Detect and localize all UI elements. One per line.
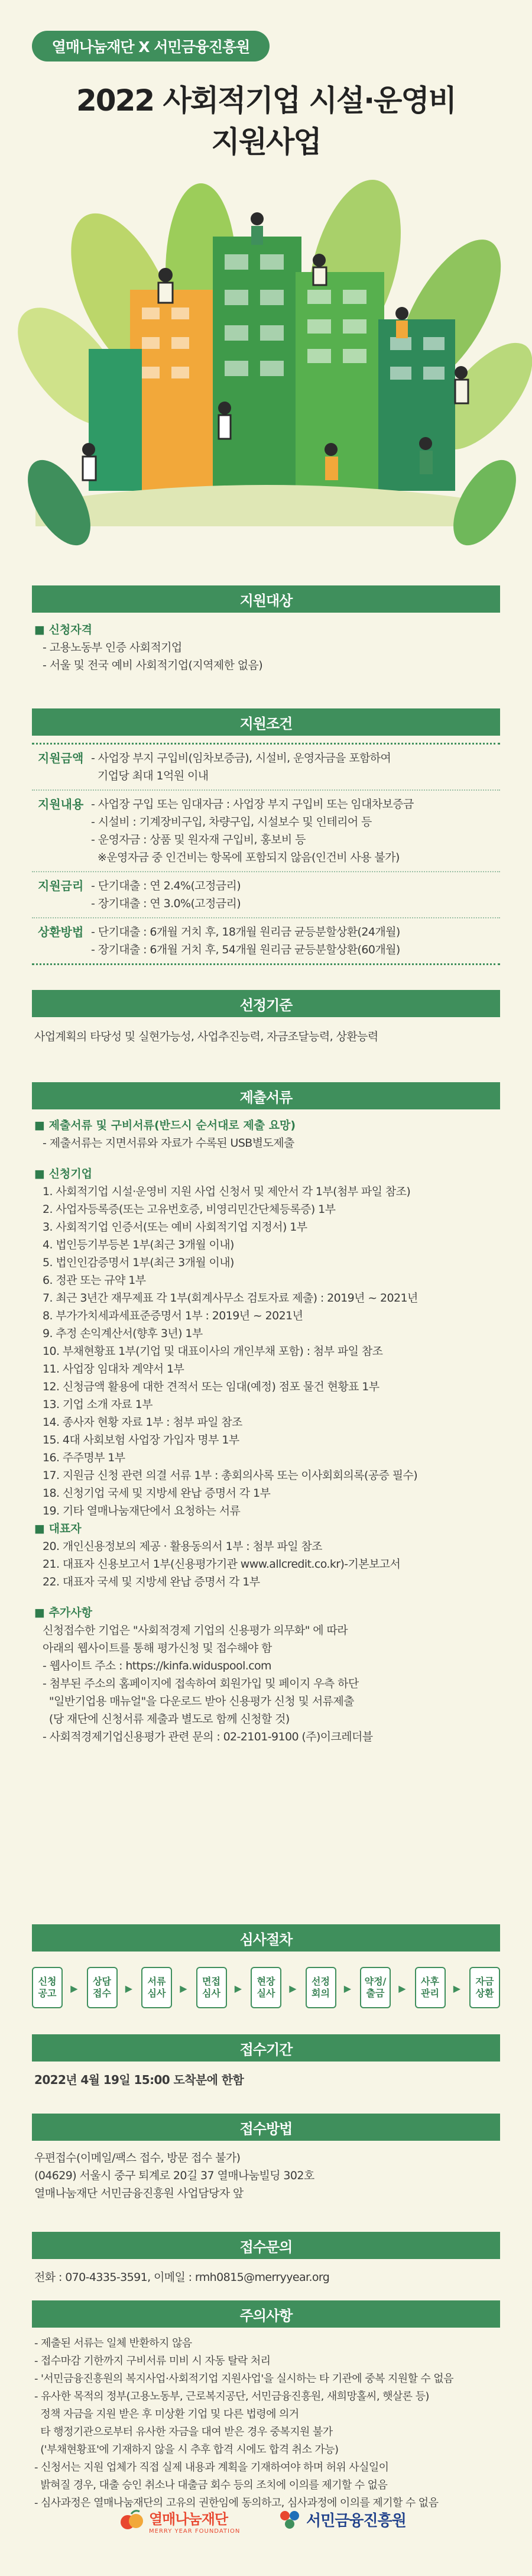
process-step: 신청 공고	[32, 1967, 63, 2008]
process-step: 약정/ 출금	[360, 1967, 391, 2008]
page-title-line2: 지원사업	[211, 125, 321, 159]
process-step: 상담 접수	[87, 1967, 118, 2008]
arrow-right-icon: ▶	[453, 1983, 461, 1994]
section-period	[32, 2034, 500, 2089]
logo-merryyear: 열매나눔재단 MERRY YEAR FOUNDATION	[118, 2507, 240, 2535]
section-documents	[32, 1082, 500, 1746]
section-contact	[32, 2232, 500, 2286]
list-item: 19. 기타 열매나눔재단에서 요청하는 서류	[43, 1504, 241, 1517]
criteria-text: 사업계획의 타당성 및 실현가능성, 사업추진능력, 자금조달능력, 상환능력	[34, 1030, 378, 1043]
list-item: 13. 기업 소개 자료 1부	[43, 1398, 153, 1411]
arrow-right-icon: ▶	[289, 1983, 297, 1994]
arrow-right-icon: ▶	[234, 1983, 242, 1994]
notes-list	[32, 2328, 500, 2512]
page-title-line1: 2022 사회적기업 시설·운영비	[76, 83, 456, 118]
list-item: 1. 사회적기업 시설·운영비 지원 사업 신청서 및 제안서 각 1부(첨부 파일 참조)	[43, 1185, 411, 1198]
section-title: 선정기준	[32, 990, 500, 1017]
list-item: 10. 부채현황표 1부(기업 및 대표이사의 개인부채 포함) : 첨부 파일 참조	[43, 1345, 383, 1358]
list-item: 8. 부가가치세과세표준증명서 1부 : 2019년 ~ 2021년	[43, 1309, 303, 1322]
list-item: 3. 사회적기업 인증서(또는 예비 사회적기업 지정서) 1부	[43, 1221, 307, 1234]
list-item: 타 행정기관으로부터 유사한 자금을 대여 받은 경우 중복지원 불가	[34, 2426, 333, 2438]
list-item: 20. 개인신용정보의 제공 · 활용동의서 1부 : 첨부 파일 참조	[43, 1540, 322, 1553]
contact-text: 전화 : 070-4335-3591, 이메일 : rmh0815@merryyear.org	[34, 2271, 330, 2284]
condition-row: 지원금액 - 사업장 부지 구입비(임차보증금), 시설비, 운영자금을 포함하여 기업당 최대 1억원 이내	[32, 745, 500, 791]
section-process	[32, 1924, 500, 1952]
list-item: 14. 종사자 현황 자료 1부 : 첨부 파일 참조	[43, 1416, 242, 1429]
sub-heading: ■ 신청자격	[34, 623, 92, 636]
fruit-logo-icon	[118, 2508, 144, 2534]
section-title: 접수방법	[32, 2114, 500, 2141]
list-item: (당 재단에 신청서류 제출과 별도로 함께 신청할 것)	[43, 1713, 290, 1726]
arrow-right-icon: ▶	[125, 1983, 133, 1994]
list-item: 2. 사업자등록증(또는 고유번호증, 비영리민간단체등록증) 1부	[43, 1203, 336, 1216]
section-body: ■ 제출서류 및 구비서류(반드시 순서대로 제출 요망) - 제출서류는 지면서류와 자료가 수록된 USB별도제출 ■ 신청기업 1. 사회적기업 시설·운영비 지원 사업 신청서 및 제안서 각 1부(첨부 파일 참조) 2. 사업자등록증(또는 고유번호증, 비영리민간단체등록증) 1부 3. 사회적기업 인증서(또는 예비 사회적기업 지정서) 1부 4. 법인등기부등본 1부(최근 3개월 이내) 5. 법인인감증명서 1부(최근 3개월 이내) 6. 정관 또는 규약 1부 7. 최근 3년간 재무제표 각 1부(회계사무소 검토자료 제출) : 2019년 ~ 2021년 8. 부가가치세과세표준증명서 1부 : 2019년 ~ 2021년 9. 추정 손익계산서(향후 3년) 1부 10. 부채현황표 1부(기업 및 대표이사의 개인부채 포함) : 첨부 파일 참조 11. 사업장 임대차 계약서 1부 12. 신청금액 활용에 대한 견적서 또는 임대(예정) 점포 물건 현황표 1부 13. 기업 소개 자료 1부 14. 종사자 현황 자료 1부 : 첨부 파일 참조 15. 4대 사회보험 사업장 가입자 명부 1부 16. 주주명부 1부 17. 지원금 신청 관련 의결 서류 1부 : 총회의사록 또는 이사회회의록(공증 필수) 18. 신청기업 국세 및 지방세 완납 증명서 각 1부 19. 기타 열매나눔재단에서 요청하는 서류 ■ 대표자 20. 개인신용정보의 제공 · 활용동의서 1부 : 첨부 파일 참조 21. 대표자 신용보고서 1부(신용평가기관 www.allcredit.co.kr)-기본보고서 22. 대표자 국세 및 지방세 완납 증명서 각 1부 ■ 추가사항 신청접수한 기업은 "사회적경제 기업의 신용평가 의무화" 에 따라 아래의 웹사이트를 통해 평가신청 및 접수해야 함 - 웹사이트 주소 : https://kinfa.widuspool.com - 첨부된 주소의 홈페이지에 접속하여 회원가입 및 페이지 우측 하단 "일반기업용 매뉴얼"을 다운로드 받아 신용평가 신청 및 서류제출 (당 재단에 신청서류 제출과 별도로 함께 신청할 것) - 사회적경제기업신용평가 관련 문의 : 02-2101-9100 (주)이크레더블	[32, 1109, 500, 1746]
list-item: - 심사과정은 열매나눔재단의 고유의 권한임에 동의하고, 심사과정에 이의를 제기할 수 없음	[34, 2497, 439, 2509]
list-item: 4. 법인등기부등본 1부(최근 3개월 이내)	[43, 1238, 234, 1251]
list-item: - 사회적경제기업신용평가 관련 문의 : 02-2101-9100 (주)이크레더블	[43, 1730, 373, 1743]
list-item: - 고용노동부 인증 사회적기업	[43, 641, 182, 654]
section-criteria	[32, 990, 500, 1046]
section-conditions	[32, 708, 500, 965]
company-doc-list	[34, 1183, 498, 1520]
section-title: 주의사항	[32, 2300, 500, 2328]
rep-doc-list	[34, 1538, 498, 1591]
list-item: - 웹사이트 주소 : https://kinfa.widuspool.com	[43, 1659, 271, 1672]
section-title: 접수기간	[32, 2034, 500, 2062]
process-step: 서류 심사	[141, 1967, 172, 2008]
arrow-right-icon: ▶	[70, 1983, 78, 1994]
extra-list	[34, 1622, 498, 1746]
list-item: 12. 신청금액 활용에 대한 견적서 또는 임대(예정) 점포 물건 현황표 1부	[43, 1380, 379, 1393]
list-item: 정책 자금을 지원 받은 후 미상환 기업 및 다른 법령에 의거	[34, 2408, 299, 2420]
list-item: - 유사한 목적의 정부(고용노동부, 근로복지공단, 서민금융진흥원, 새희망홀씨, 햇살론 등)	[34, 2390, 429, 2403]
section-method: 접수방법 우편접수(이메일/팩스 접수, 방문 접수 불가) (04629) 서울시 중구 퇴계로 20길 37 열매나눔빌딩 302호 열매나눔재단 서민금융진흥원 사업담당자 앞	[32, 2114, 500, 2202]
list-item: "일반기업용 매뉴얼"을 다운로드 받아 신용평가 신청 및 서류제출	[43, 1695, 354, 1708]
period-text: 2022년 4월 19일 15:00 도착분에 한함	[34, 2073, 244, 2087]
list-item: - 제출된 서류는 일체 반환하지 않음	[34, 2337, 192, 2350]
logo-kinfa: 서민금융진흥원	[278, 2507, 406, 2531]
hero	[0, 0, 532, 568]
list-item: - 신청서는 지원 업체가 직접 실제 내용과 계획을 기재하여야 하며 허위 사실일이	[34, 2461, 389, 2474]
arrow-right-icon: ▶	[180, 1983, 187, 1994]
list-item: - '서민금융진흥원의 복지사업·사회적기업 지원사업'을 실시하는 타 기관에 중복 지원할 수 없음	[34, 2373, 453, 2385]
condition-row: 상환방법 - 단기대출 : 6개월 거치 후, 18개월 원리금 균등분할상환(24개월) - 장기대출 : 6개월 거치 후, 54개월 원리금 균등분할상환(60개월)	[38, 925, 400, 956]
list-item: - 첨부된 주소의 홈페이지에 접속하여 회원가입 및 페이지 우측 하단	[43, 1677, 359, 1690]
list-item: 아래의 웹사이트를 통해 평가신청 및 접수해야 함	[43, 1642, 272, 1655]
section-body	[32, 613, 500, 674]
partner-pill: 열매나눔재단 X 서민금융진흥원	[32, 31, 270, 62]
list-item: 15. 4대 사회보험 사업장 가입자 명부 1부	[43, 1433, 239, 1446]
section-title: 접수문의	[32, 2232, 500, 2259]
section-title: 심사절차	[32, 1924, 500, 1952]
footer	[0, 2499, 532, 2546]
list-item: 9. 추정 손익계산서(향후 3년) 1부	[43, 1327, 203, 1340]
list-item: 11. 사업장 임대차 계약서 1부	[43, 1363, 184, 1376]
list-item: 신청접수한 기업은 "사회적경제 기업의 신용평가 의무화" 에 따라	[43, 1624, 348, 1637]
city-illustration	[0, 171, 532, 562]
process-step: 선정 회의	[306, 1967, 336, 2008]
list-item: 16. 주주명부 1부	[43, 1451, 125, 1464]
list-item: 18. 신청기업 국세 및 지방세 완납 증명서 각 1부	[43, 1487, 271, 1500]
process-step: 면접 심사	[196, 1967, 227, 2008]
list-item: 22. 대표자 국세 및 지방세 완납 증명서 각 1부	[43, 1575, 260, 1588]
section-title: 제출서류	[32, 1082, 500, 1109]
process-step: 현장 실사	[251, 1967, 281, 2008]
list-item: 밝혀질 경우, 대출 승인 취소나 대출금 회수 등의 조치에 이의를 제기할 수 없음	[34, 2479, 388, 2491]
conditions-table	[32, 743, 500, 965]
list-item: 6. 정관 또는 규약 1부	[43, 1274, 146, 1287]
kinfa-logo-icon	[278, 2507, 301, 2531]
section-title: 지원대상	[32, 585, 500, 613]
condition-row: 지원금리 - 단기대출 : 연 2.4%(고정금리) - 장기대출 : 연 3.0%(고정금리)	[32, 872, 500, 918]
list-item: 21. 대표자 신용보고서 1부(신용평가기관 www.allcredit.co.kr)-기본보고서	[43, 1558, 401, 1571]
list-item: 5. 법인인감증명서 1부(최근 3개월 이내)	[43, 1256, 234, 1269]
arrow-right-icon: ▶	[398, 1983, 406, 1994]
condition-row: 지원내용 - 사업장 구입 또는 임대자금 : 사업장 부지 구입비 또는 임대차보증금 - 시설비 : 기계장비구입, 차량구입, 시설보수 및 인테리어 등 - 운영자금 : 상품 및 원자재 구입비, 홍보비 등 ※운영자금 중 인건비는 항목에 포함되지 않음(인건비 사용 불가)	[32, 791, 500, 872]
process-step: 사후 관리	[415, 1967, 446, 2008]
process-step: 자금 상환	[469, 1967, 500, 2008]
process-steps	[32, 1967, 500, 2008]
list-item: - 서울 및 전국 예비 사회적기업(지역제한 없음)	[43, 659, 263, 672]
section-title: 지원조건	[32, 708, 500, 736]
list-item: ('부채현황표'에 기재하지 않을 시 추후 합격 시에도 합격 취소 가능)	[34, 2444, 339, 2456]
list-item: - 접수마감 기한까지 구비서류 미비 시 자동 탈락 처리	[34, 2355, 271, 2367]
section-notes	[32, 2300, 500, 2512]
section-target	[32, 585, 500, 674]
list-item: 7. 최근 3년간 재무제표 각 1부(회계사무소 검토자료 제출) : 2019년 ~ 2021년	[43, 1292, 418, 1305]
arrow-right-icon: ▶	[343, 1983, 352, 1994]
list-item: 17. 지원금 신청 관련 의결 서류 1부 : 총회의사록 또는 이사회회의록(공증 필수)	[43, 1469, 418, 1482]
